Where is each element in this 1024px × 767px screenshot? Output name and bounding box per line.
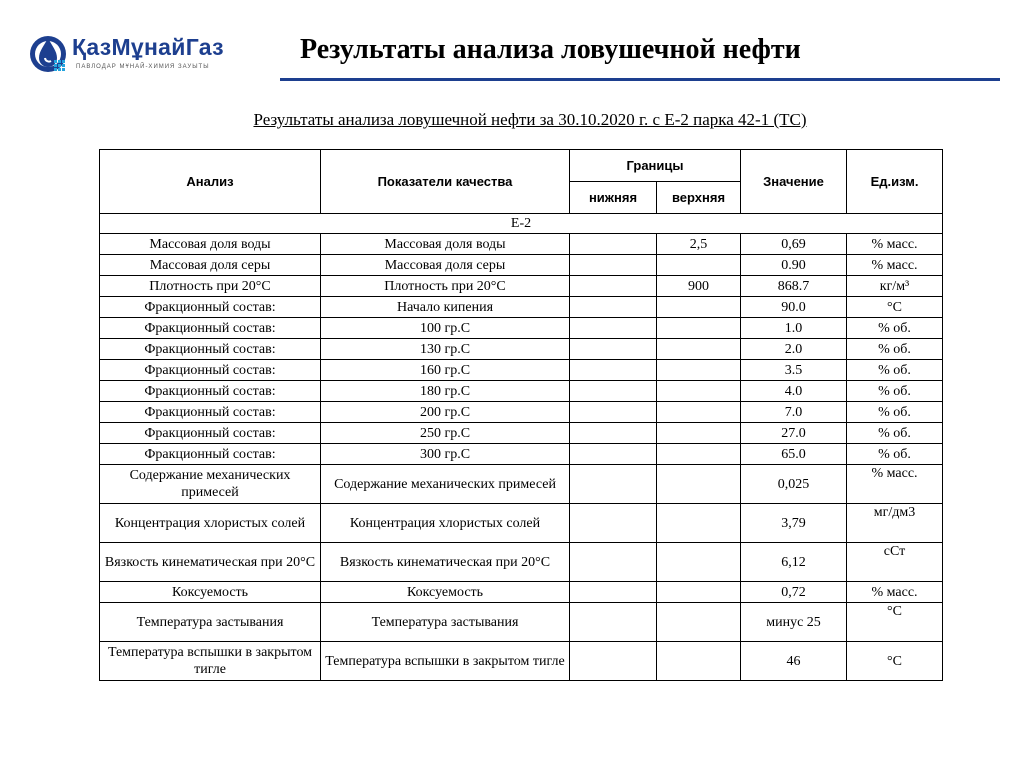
cell-lower	[570, 504, 657, 543]
table-row	[100, 339, 943, 360]
table-row	[100, 318, 943, 339]
cell-analysis: Фракционный состав:	[100, 297, 321, 318]
cell-analysis: Фракционный состав:	[100, 423, 321, 444]
cell-value: 27.0	[741, 423, 847, 444]
cell-upper	[657, 603, 741, 642]
cell-upper	[657, 465, 741, 504]
cell-value: 65.0	[741, 444, 847, 465]
cell-unit: % об.	[847, 402, 943, 423]
cell-analysis: Массовая доля серы	[100, 255, 321, 276]
table-row	[100, 504, 943, 543]
table-caption-text: Результаты анализа ловушечной нефти за 30.10.2020 г. с Е-2 парка 42-1 (ТС)	[253, 110, 807, 129]
cell-indicator: Массовая доля серы	[321, 255, 570, 276]
table-row	[100, 234, 943, 255]
cell-lower	[570, 276, 657, 297]
cell-analysis: Коксуемость	[100, 582, 321, 603]
results-table	[99, 149, 943, 681]
cell-value: 1.0	[741, 318, 847, 339]
cell-upper	[657, 504, 741, 543]
cell-value: 4.0	[741, 381, 847, 402]
cell-indicator: Массовая доля воды	[321, 234, 570, 255]
table-row	[100, 423, 943, 444]
page-title: Результаты анализа ловушечной нефти	[300, 34, 801, 65]
cell-value: 3.5	[741, 360, 847, 381]
cell-analysis: Содержание механических примесей	[100, 465, 321, 504]
cell-value: 46	[741, 642, 847, 681]
cell-lower	[570, 318, 657, 339]
cell-indicator: Коксуемость	[321, 582, 570, 603]
table-row	[100, 444, 943, 465]
cell-value: 0,025	[741, 465, 847, 504]
table-row	[100, 582, 943, 603]
cell-lower	[570, 402, 657, 423]
cell-lower	[570, 603, 657, 642]
cell-unit: % масс.	[847, 582, 943, 603]
cell-indicator: 250 гр.С	[321, 423, 570, 444]
table-row	[100, 297, 943, 318]
cell-indicator: 160 гр.С	[321, 360, 570, 381]
cell-value: 0.90	[741, 255, 847, 276]
cell-indicator: 100 гр.С	[321, 318, 570, 339]
col-header-lower: нижняя	[570, 182, 657, 214]
cell-upper	[657, 297, 741, 318]
cell-analysis: Температура вспышки в закрытом тигле	[100, 642, 321, 681]
cell-indicator: 130 гр.С	[321, 339, 570, 360]
cell-analysis: Массовая доля воды	[100, 234, 321, 255]
cell-lower	[570, 360, 657, 381]
cell-indicator: Плотность при 20°С	[321, 276, 570, 297]
cell-lower	[570, 642, 657, 681]
cell-lower	[570, 423, 657, 444]
cell-upper	[657, 360, 741, 381]
cell-upper	[657, 582, 741, 603]
cell-analysis: Плотность при 20°С	[100, 276, 321, 297]
cell-unit: °С	[847, 297, 943, 318]
cell-analysis: Фракционный состав:	[100, 402, 321, 423]
cell-analysis: Концентрация хлористых солей	[100, 504, 321, 543]
cell-value: 6,12	[741, 543, 847, 582]
table-row	[100, 360, 943, 381]
cell-analysis: Вязкость кинематическая при 20°С	[100, 543, 321, 582]
table-caption	[0, 110, 1024, 130]
cell-value: 0,69	[741, 234, 847, 255]
cell-indicator: 180 гр.С	[321, 381, 570, 402]
col-header-limits: Границы	[570, 150, 741, 182]
cell-unit: мг/дм3	[847, 504, 943, 543]
cell-analysis: Фракционный состав:	[100, 360, 321, 381]
cell-lower	[570, 234, 657, 255]
cell-value: минус 25	[741, 603, 847, 642]
cell-upper	[657, 444, 741, 465]
cell-lower	[570, 444, 657, 465]
table-row	[100, 543, 943, 582]
cell-value: 0,72	[741, 582, 847, 603]
cell-unit: °С	[847, 603, 943, 642]
cell-analysis: Фракционный состав:	[100, 444, 321, 465]
cell-upper	[657, 642, 741, 681]
cell-analysis: Температура застывания	[100, 603, 321, 642]
cell-value: 2.0	[741, 339, 847, 360]
table-row	[100, 402, 943, 423]
logo-text: ҚазМұнайГаз	[72, 34, 224, 60]
cell-indicator: 200 гр.С	[321, 402, 570, 423]
header-divider	[280, 78, 1000, 81]
cell-value: 3,79	[741, 504, 847, 543]
cell-unit: % об.	[847, 423, 943, 444]
col-header-upper: верхняя	[657, 182, 741, 214]
table-row	[100, 381, 943, 402]
cell-lower	[570, 465, 657, 504]
table-row	[100, 276, 943, 297]
oil-drop-icon	[28, 30, 68, 76]
table-row	[100, 465, 943, 504]
cell-unit: % масс.	[847, 465, 943, 504]
cell-unit: сСт	[847, 543, 943, 582]
cell-unit: кг/м³	[847, 276, 943, 297]
cell-value: 7.0	[741, 402, 847, 423]
cell-upper	[657, 255, 741, 276]
section-row: Е-2	[100, 214, 943, 234]
cell-upper	[657, 318, 741, 339]
cell-unit: % масс.	[847, 234, 943, 255]
table-row	[100, 642, 943, 681]
cell-indicator: Начало кипения	[321, 297, 570, 318]
cell-analysis: Фракционный состав:	[100, 381, 321, 402]
cell-unit: % об.	[847, 318, 943, 339]
cell-unit: % масс.	[847, 255, 943, 276]
cell-indicator: 300 гр.С	[321, 444, 570, 465]
cell-indicator: Вязкость кинематическая при 20°С	[321, 543, 570, 582]
cell-indicator: Температура застывания	[321, 603, 570, 642]
cell-unit: % об.	[847, 360, 943, 381]
cell-upper	[657, 339, 741, 360]
cell-unit: % об.	[847, 339, 943, 360]
cell-lower	[570, 297, 657, 318]
table-row	[100, 255, 943, 276]
cell-unit: °С	[847, 642, 943, 681]
cell-value: 868.7	[741, 276, 847, 297]
col-header-unit: Ед.изм.	[847, 150, 943, 214]
cell-indicator: Концентрация хлористых солей	[321, 504, 570, 543]
cell-upper	[657, 402, 741, 423]
col-header-analysis: Анализ	[100, 150, 321, 214]
cell-lower	[570, 381, 657, 402]
cell-upper	[657, 543, 741, 582]
cell-unit: % об.	[847, 381, 943, 402]
cell-upper: 900	[657, 276, 741, 297]
cell-upper	[657, 381, 741, 402]
cell-analysis: Фракционный состав:	[100, 339, 321, 360]
cell-indicator: Температура вспышки в закрытом тигле	[321, 642, 570, 681]
company-logo	[28, 30, 278, 78]
logo-subtitle: ПАВЛОДАР МҰНАЙ-ХИМИЯ ЗАУЫТЫ	[76, 64, 210, 70]
cell-lower	[570, 255, 657, 276]
col-header-indicator: Показатели качества	[321, 150, 570, 214]
cell-upper: 2,5	[657, 234, 741, 255]
cell-unit: % об.	[847, 444, 943, 465]
cell-lower	[570, 582, 657, 603]
cell-analysis: Фракционный состав:	[100, 318, 321, 339]
table-row	[100, 603, 943, 642]
cell-upper	[657, 423, 741, 444]
col-header-value: Значение	[741, 150, 847, 214]
cell-indicator: Содержание механических примесей	[321, 465, 570, 504]
cell-lower	[570, 543, 657, 582]
cell-value: 90.0	[741, 297, 847, 318]
cell-lower	[570, 339, 657, 360]
